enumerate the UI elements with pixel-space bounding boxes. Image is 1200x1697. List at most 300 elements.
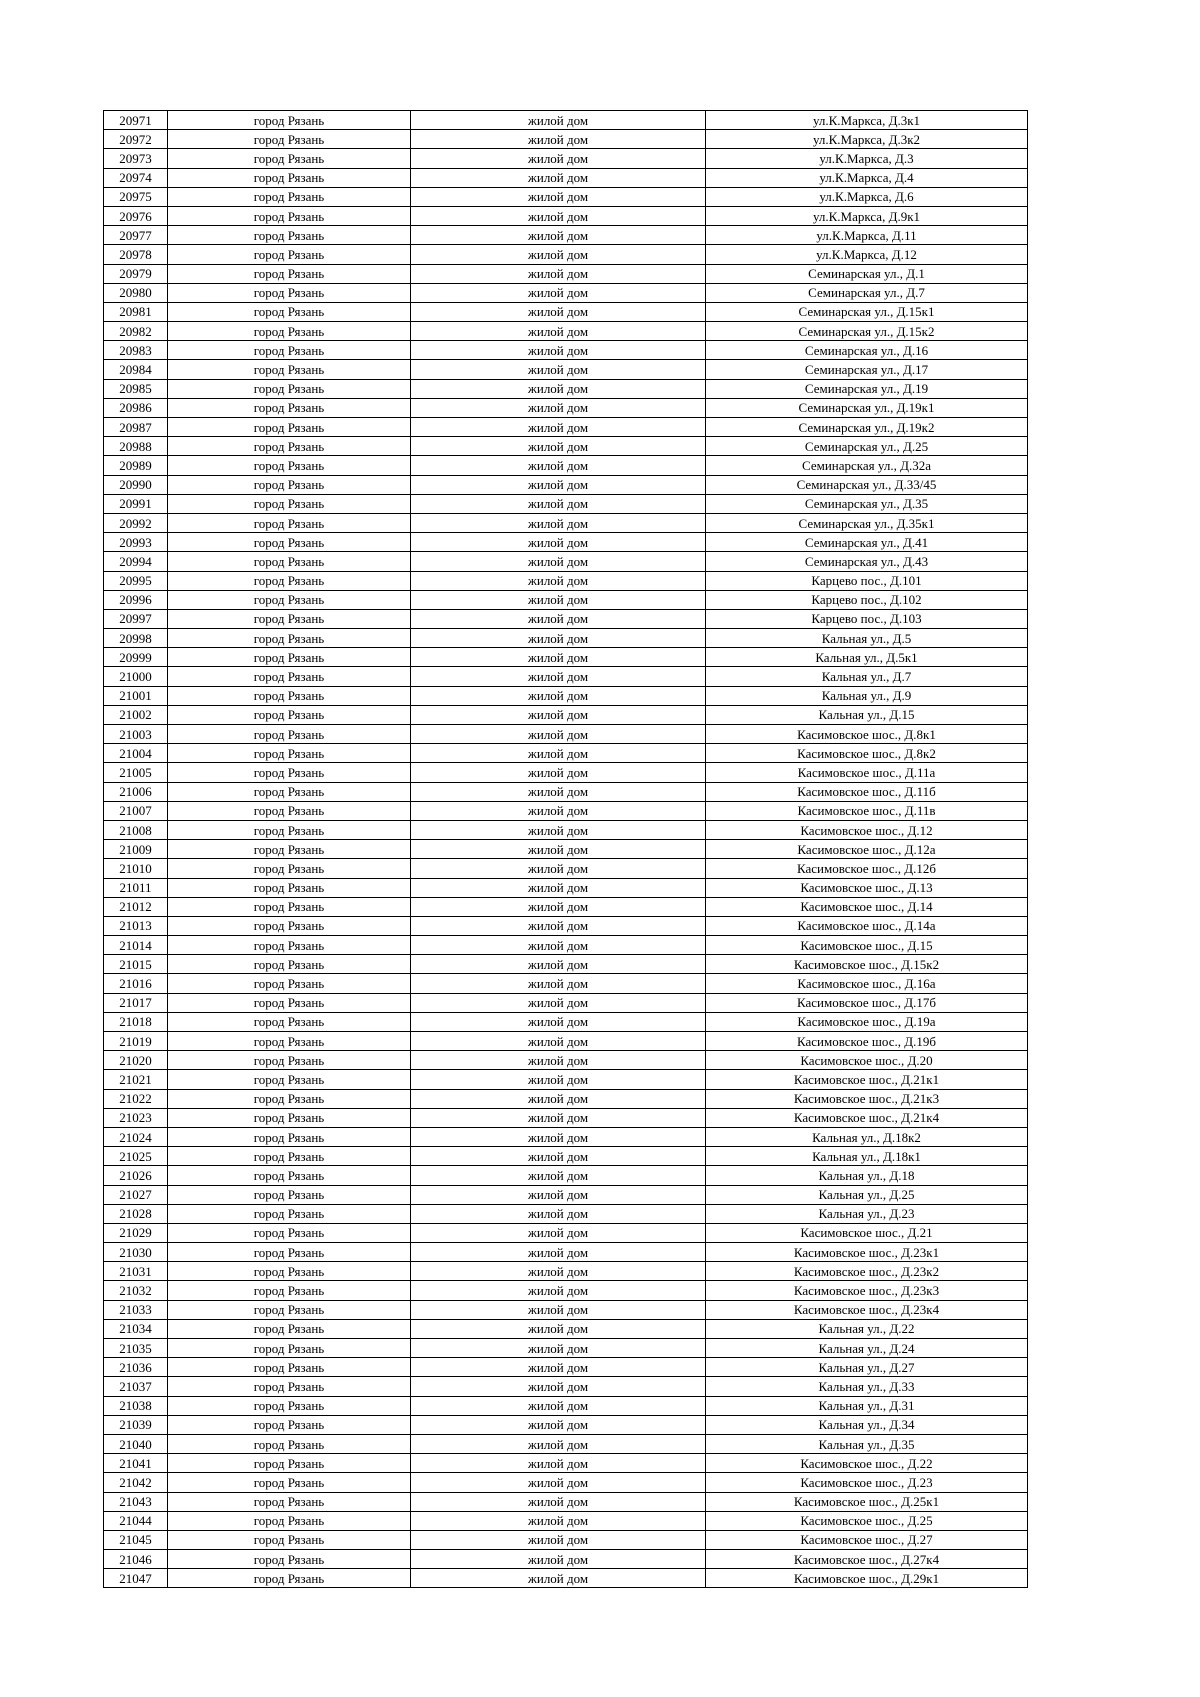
record-number-cell: 20990 — [104, 475, 168, 494]
object-type-cell: жилой дом — [411, 1339, 706, 1358]
record-number-cell: 21011 — [104, 878, 168, 897]
city-cell: город Рязань — [168, 1569, 411, 1588]
address-cell: Касимовское шос., Д.21к4 — [706, 1108, 1028, 1127]
address-cell: Карцево пос., Д.101 — [706, 571, 1028, 590]
record-number-cell: 20989 — [104, 456, 168, 475]
record-number-cell: 21044 — [104, 1511, 168, 1530]
object-type-cell: жилой дом — [411, 955, 706, 974]
city-cell: город Рязань — [168, 744, 411, 763]
table-row — [104, 763, 1028, 782]
city-cell: город Рязань — [168, 878, 411, 897]
address-cell: Карцево пос., Д.103 — [706, 609, 1028, 628]
object-type-cell: жилой дом — [411, 916, 706, 935]
city-cell: город Рязань — [168, 1262, 411, 1281]
object-type-cell: жилой дом — [411, 1127, 706, 1146]
record-number-cell: 21010 — [104, 859, 168, 878]
table-row — [104, 513, 1028, 532]
table-row — [104, 1434, 1028, 1453]
address-cell: ул.К.Маркса, Д.12 — [706, 245, 1028, 264]
address-cell: Кальная ул., Д.5 — [706, 629, 1028, 648]
record-number-cell: 21027 — [104, 1185, 168, 1204]
city-cell: город Рязань — [168, 1127, 411, 1146]
record-number-cell: 21037 — [104, 1377, 168, 1396]
table-row — [104, 1473, 1028, 1492]
record-number-cell: 20982 — [104, 322, 168, 341]
record-number-cell: 21042 — [104, 1473, 168, 1492]
city-cell: город Рязань — [168, 1492, 411, 1511]
address-cell: Касимовское шос., Д.21 — [706, 1223, 1028, 1242]
record-number-cell: 20976 — [104, 206, 168, 225]
city-cell: город Рязань — [168, 1223, 411, 1242]
city-cell: город Рязань — [168, 1012, 411, 1031]
record-number-cell: 21043 — [104, 1492, 168, 1511]
table-row — [104, 245, 1028, 264]
record-number-cell: 20985 — [104, 379, 168, 398]
object-type-cell: жилой дом — [411, 1434, 706, 1453]
object-type-cell: жилой дом — [411, 705, 706, 724]
object-type-cell: жилой дом — [411, 360, 706, 379]
object-type-cell: жилой дом — [411, 648, 706, 667]
city-cell: город Рязань — [168, 533, 411, 552]
record-number-cell: 21041 — [104, 1454, 168, 1473]
object-type-cell: жилой дом — [411, 801, 706, 820]
address-cell: Кальная ул., Д.18к1 — [706, 1147, 1028, 1166]
record-number-cell: 21005 — [104, 763, 168, 782]
object-type-cell: жилой дом — [411, 1012, 706, 1031]
address-cell: Касимовское шос., Д.22 — [706, 1454, 1028, 1473]
city-cell: город Рязань — [168, 1511, 411, 1530]
object-type-cell: жилой дом — [411, 1530, 706, 1549]
object-type-cell: жилой дом — [411, 437, 706, 456]
table-row — [104, 1051, 1028, 1070]
record-number-cell: 21018 — [104, 1012, 168, 1031]
record-number-cell: 20988 — [104, 437, 168, 456]
object-type-cell: жилой дом — [411, 283, 706, 302]
city-cell: город Рязань — [168, 1377, 411, 1396]
object-type-cell: жилой дом — [411, 1569, 706, 1588]
city-cell: город Рязань — [168, 245, 411, 264]
address-cell: ул.К.Маркса, Д.4 — [706, 168, 1028, 187]
address-cell: Семинарская ул., Д.16 — [706, 341, 1028, 360]
object-type-cell: жилой дом — [411, 1300, 706, 1319]
address-cell: ул.К.Маркса, Д.3 — [706, 149, 1028, 168]
object-type-cell: жилой дом — [411, 1070, 706, 1089]
address-cell: ул.К.Маркса, Д.3к2 — [706, 130, 1028, 149]
table-row — [104, 1012, 1028, 1031]
address-cell: Семинарская ул., Д.15к1 — [706, 302, 1028, 321]
table-row — [104, 974, 1028, 993]
city-cell: город Рязань — [168, 782, 411, 801]
object-type-cell: жилой дом — [411, 1550, 706, 1569]
table-row — [104, 1185, 1028, 1204]
object-type-cell: жилой дом — [411, 418, 706, 437]
object-type-cell: жилой дом — [411, 111, 706, 130]
object-type-cell: жилой дом — [411, 936, 706, 955]
record-number-cell: 21013 — [104, 916, 168, 935]
address-cell: Касимовское шос., Д.8к2 — [706, 744, 1028, 763]
record-number-cell: 20987 — [104, 418, 168, 437]
table-row — [104, 1032, 1028, 1051]
address-cell: Касимовское шос., Д.23к2 — [706, 1262, 1028, 1281]
record-number-cell: 21028 — [104, 1204, 168, 1223]
object-type-cell: жилой дом — [411, 226, 706, 245]
table-row — [104, 1339, 1028, 1358]
object-type-cell: жилой дом — [411, 533, 706, 552]
object-type-cell: жилой дом — [411, 1243, 706, 1262]
address-cell: Касимовское шос., Д.11в — [706, 801, 1028, 820]
address-cell: Кальная ул., Д.35 — [706, 1434, 1028, 1453]
record-number-cell: 20995 — [104, 571, 168, 590]
object-type-cell: жилой дом — [411, 571, 706, 590]
record-number-cell: 21035 — [104, 1339, 168, 1358]
table-row — [104, 1319, 1028, 1338]
city-cell: город Рязань — [168, 725, 411, 744]
record-number-cell: 21032 — [104, 1281, 168, 1300]
object-type-cell: жилой дом — [411, 475, 706, 494]
table-row — [104, 1147, 1028, 1166]
object-type-cell: жилой дом — [411, 1262, 706, 1281]
table-row — [104, 1511, 1028, 1530]
table-row — [104, 993, 1028, 1012]
table-row — [104, 398, 1028, 417]
city-cell: город Рязань — [168, 360, 411, 379]
address-cell: Касимовское шос., Д.11а — [706, 763, 1028, 782]
table-row — [104, 494, 1028, 513]
address-cell: Кальная ул., Д.18к2 — [706, 1127, 1028, 1146]
table-row — [104, 1569, 1028, 1588]
record-number-cell: 21036 — [104, 1358, 168, 1377]
city-cell: город Рязань — [168, 1319, 411, 1338]
city-cell: город Рязань — [168, 667, 411, 686]
city-cell: город Рязань — [168, 379, 411, 398]
table-row — [104, 302, 1028, 321]
city-cell: город Рязань — [168, 1396, 411, 1415]
city-cell: город Рязань — [168, 1108, 411, 1127]
city-cell: город Рязань — [168, 302, 411, 321]
address-cell: Касимовское шос., Д.12 — [706, 820, 1028, 839]
city-cell: город Рязань — [168, 1358, 411, 1377]
record-number-cell: 20974 — [104, 168, 168, 187]
address-cell: Касимовское шос., Д.29к1 — [706, 1569, 1028, 1588]
table-row — [104, 1550, 1028, 1569]
address-cell: Касимовское шос., Д.23к1 — [706, 1243, 1028, 1262]
city-cell: город Рязань — [168, 418, 411, 437]
record-number-cell: 21025 — [104, 1147, 168, 1166]
table-row — [104, 1396, 1028, 1415]
table-row — [104, 1454, 1028, 1473]
city-cell: город Рязань — [168, 552, 411, 571]
table-row — [104, 1070, 1028, 1089]
city-cell: город Рязань — [168, 341, 411, 360]
record-number-cell: 21045 — [104, 1530, 168, 1549]
record-number-cell: 21021 — [104, 1070, 168, 1089]
address-cell: Касимовское шос., Д.8к1 — [706, 725, 1028, 744]
object-type-cell: жилой дом — [411, 206, 706, 225]
address-cell: Касимовское шос., Д.15к2 — [706, 955, 1028, 974]
city-cell: город Рязань — [168, 437, 411, 456]
address-cell: Семинарская ул., Д.15к2 — [706, 322, 1028, 341]
record-number-cell: 21007 — [104, 801, 168, 820]
address-cell: Касимовское шос., Д.17б — [706, 993, 1028, 1012]
record-number-cell: 21039 — [104, 1415, 168, 1434]
city-cell: город Рязань — [168, 974, 411, 993]
object-type-cell: жилой дом — [411, 1051, 706, 1070]
object-type-cell: жилой дом — [411, 782, 706, 801]
address-cell: Кальная ул., Д.5к1 — [706, 648, 1028, 667]
city-cell: город Рязань — [168, 1185, 411, 1204]
table-row — [104, 1358, 1028, 1377]
city-cell: город Рязань — [168, 1032, 411, 1051]
address-cell: Касимовское шос., Д.14а — [706, 916, 1028, 935]
record-number-cell: 20979 — [104, 264, 168, 283]
address-cell: Семинарская ул., Д.33/45 — [706, 475, 1028, 494]
table-row — [104, 648, 1028, 667]
address-cell: Кальная ул., Д.18 — [706, 1166, 1028, 1185]
object-type-cell: жилой дом — [411, 322, 706, 341]
address-cell: Касимовское шос., Д.23 — [706, 1473, 1028, 1492]
table-row — [104, 897, 1028, 916]
address-cell: Семинарская ул., Д.32а — [706, 456, 1028, 475]
record-number-cell: 21012 — [104, 897, 168, 916]
record-number-cell: 21047 — [104, 1569, 168, 1588]
record-number-cell: 20991 — [104, 494, 168, 513]
record-number-cell: 21026 — [104, 1166, 168, 1185]
object-type-cell: жилой дом — [411, 398, 706, 417]
city-cell: город Рязань — [168, 916, 411, 935]
object-type-cell: жилой дом — [411, 1032, 706, 1051]
record-number-cell: 20996 — [104, 590, 168, 609]
table-row — [104, 667, 1028, 686]
record-number-cell: 21029 — [104, 1223, 168, 1242]
object-type-cell: жилой дом — [411, 763, 706, 782]
record-number-cell: 21038 — [104, 1396, 168, 1415]
record-number-cell: 21046 — [104, 1550, 168, 1569]
object-type-cell: жилой дом — [411, 130, 706, 149]
address-cell: Касимовское шос., Д.15 — [706, 936, 1028, 955]
object-type-cell: жилой дом — [411, 1396, 706, 1415]
table-row — [104, 1223, 1028, 1242]
city-cell: город Рязань — [168, 859, 411, 878]
record-number-cell: 20977 — [104, 226, 168, 245]
city-cell: город Рязань — [168, 513, 411, 532]
table-row — [104, 187, 1028, 206]
record-number-cell: 20992 — [104, 513, 168, 532]
record-number-cell: 20994 — [104, 552, 168, 571]
city-cell: город Рязань — [168, 322, 411, 341]
address-cell: Касимовское шос., Д.21к3 — [706, 1089, 1028, 1108]
city-cell: город Рязань — [168, 763, 411, 782]
table-row — [104, 782, 1028, 801]
address-cell: ул.К.Маркса, Д.11 — [706, 226, 1028, 245]
address-cell: Кальная ул., Д.23 — [706, 1204, 1028, 1223]
object-type-cell: жилой дом — [411, 1358, 706, 1377]
address-cell: Кальная ул., Д.24 — [706, 1339, 1028, 1358]
address-table — [103, 110, 1028, 1588]
table-row — [104, 322, 1028, 341]
record-number-cell: 20975 — [104, 187, 168, 206]
city-cell: город Рязань — [168, 1147, 411, 1166]
table-row — [104, 840, 1028, 859]
object-type-cell: жилой дом — [411, 744, 706, 763]
table-row — [104, 629, 1028, 648]
table-row — [104, 533, 1028, 552]
address-cell: Касимовское шос., Д.12б — [706, 859, 1028, 878]
address-cell: Кальная ул., Д.34 — [706, 1415, 1028, 1434]
table-row — [104, 1530, 1028, 1549]
city-cell: город Рязань — [168, 629, 411, 648]
table-row — [104, 1243, 1028, 1262]
city-cell: город Рязань — [168, 187, 411, 206]
record-number-cell: 21014 — [104, 936, 168, 955]
table-row — [104, 475, 1028, 494]
address-cell: Кальная ул., Д.33 — [706, 1377, 1028, 1396]
city-cell: город Рязань — [168, 456, 411, 475]
table-row — [104, 1127, 1028, 1146]
object-type-cell: жилой дом — [411, 897, 706, 916]
record-number-cell: 20981 — [104, 302, 168, 321]
object-type-cell: жилой дом — [411, 302, 706, 321]
object-type-cell: жилой дом — [411, 725, 706, 744]
address-cell: Семинарская ул., Д.19к2 — [706, 418, 1028, 437]
city-cell: город Рязань — [168, 130, 411, 149]
city-cell: город Рязань — [168, 801, 411, 820]
record-number-cell: 21004 — [104, 744, 168, 763]
record-number-cell: 21040 — [104, 1434, 168, 1453]
table-row — [104, 571, 1028, 590]
table-row — [104, 1377, 1028, 1396]
object-type-cell: жилой дом — [411, 1281, 706, 1300]
address-cell: Кальная ул., Д.9 — [706, 686, 1028, 705]
table-row — [104, 936, 1028, 955]
table-row — [104, 744, 1028, 763]
record-number-cell: 21034 — [104, 1319, 168, 1338]
table-row — [104, 1089, 1028, 1108]
city-cell: город Рязань — [168, 494, 411, 513]
address-cell: ул.К.Маркса, Д.3к1 — [706, 111, 1028, 130]
address-cell: Карцево пос., Д.102 — [706, 590, 1028, 609]
table-row — [104, 552, 1028, 571]
record-number-cell: 21002 — [104, 705, 168, 724]
object-type-cell: жилой дом — [411, 1415, 706, 1434]
record-number-cell: 20980 — [104, 283, 168, 302]
table-row — [104, 725, 1028, 744]
object-type-cell: жилой дом — [411, 1147, 706, 1166]
table-row — [104, 437, 1028, 456]
table-row — [104, 859, 1028, 878]
address-cell: Семинарская ул., Д.35к1 — [706, 513, 1028, 532]
record-number-cell: 20986 — [104, 398, 168, 417]
object-type-cell: жилой дом — [411, 686, 706, 705]
address-cell: Касимовское шос., Д.16а — [706, 974, 1028, 993]
object-type-cell: жилой дом — [411, 1108, 706, 1127]
object-type-cell: жилой дом — [411, 1185, 706, 1204]
address-cell: Кальная ул., Д.15 — [706, 705, 1028, 724]
city-cell: город Рязань — [168, 206, 411, 225]
table-row — [104, 111, 1028, 130]
city-cell: город Рязань — [168, 936, 411, 955]
record-number-cell: 21006 — [104, 782, 168, 801]
record-number-cell: 20972 — [104, 130, 168, 149]
city-cell: город Рязань — [168, 686, 411, 705]
address-cell: Кальная ул., Д.7 — [706, 667, 1028, 686]
city-cell: город Рязань — [168, 398, 411, 417]
object-type-cell: жилой дом — [411, 667, 706, 686]
address-cell: ул.К.Маркса, Д.9к1 — [706, 206, 1028, 225]
record-number-cell: 21030 — [104, 1243, 168, 1262]
object-type-cell: жилой дом — [411, 1511, 706, 1530]
record-number-cell: 20997 — [104, 609, 168, 628]
address-cell: Касимовское шос., Д.23к4 — [706, 1300, 1028, 1319]
object-type-cell: жилой дом — [411, 993, 706, 1012]
object-type-cell: жилой дом — [411, 820, 706, 839]
record-number-cell: 21016 — [104, 974, 168, 993]
table-row — [104, 149, 1028, 168]
record-number-cell: 20984 — [104, 360, 168, 379]
table-row — [104, 820, 1028, 839]
table-row — [104, 1262, 1028, 1281]
city-cell: город Рязань — [168, 264, 411, 283]
record-number-cell: 21031 — [104, 1262, 168, 1281]
record-number-cell: 21015 — [104, 955, 168, 974]
table-row — [104, 1492, 1028, 1511]
record-number-cell: 21019 — [104, 1032, 168, 1051]
address-cell: Касимовское шос., Д.25к1 — [706, 1492, 1028, 1511]
city-cell: город Рязань — [168, 1415, 411, 1434]
object-type-cell: жилой дом — [411, 168, 706, 187]
table-row — [104, 801, 1028, 820]
table-row — [104, 1300, 1028, 1319]
object-type-cell: жилой дом — [411, 859, 706, 878]
city-cell: город Рязань — [168, 840, 411, 859]
city-cell: город Рязань — [168, 590, 411, 609]
table-row — [104, 1166, 1028, 1185]
address-cell: Кальная ул., Д.25 — [706, 1185, 1028, 1204]
city-cell: город Рязань — [168, 1204, 411, 1223]
address-cell: Семинарская ул., Д.35 — [706, 494, 1028, 513]
address-cell: Кальная ул., Д.27 — [706, 1358, 1028, 1377]
address-cell: Касимовское шос., Д.19а — [706, 1012, 1028, 1031]
object-type-cell: жилой дом — [411, 1454, 706, 1473]
object-type-cell: жилой дом — [411, 379, 706, 398]
address-table-body — [104, 111, 1028, 1588]
city-cell: город Рязань — [168, 897, 411, 916]
table-row — [104, 955, 1028, 974]
object-type-cell: жилой дом — [411, 1089, 706, 1108]
city-cell: город Рязань — [168, 955, 411, 974]
city-cell: город Рязань — [168, 1550, 411, 1569]
object-type-cell: жилой дом — [411, 629, 706, 648]
address-cell: Семинарская ул., Д.41 — [706, 533, 1028, 552]
object-type-cell: жилой дом — [411, 456, 706, 475]
city-cell: город Рязань — [168, 1454, 411, 1473]
object-type-cell: жилой дом — [411, 1319, 706, 1338]
object-type-cell: жилой дом — [411, 149, 706, 168]
object-type-cell: жилой дом — [411, 590, 706, 609]
object-type-cell: жилой дом — [411, 245, 706, 264]
table-row — [104, 168, 1028, 187]
city-cell: город Рязань — [168, 993, 411, 1012]
table-row — [104, 418, 1028, 437]
record-number-cell: 21000 — [104, 667, 168, 686]
record-number-cell: 20998 — [104, 629, 168, 648]
record-number-cell: 21020 — [104, 1051, 168, 1070]
address-cell: Касимовское шос., Д.27 — [706, 1530, 1028, 1549]
record-number-cell: 20999 — [104, 648, 168, 667]
address-cell: Семинарская ул., Д.17 — [706, 360, 1028, 379]
address-cell: Касимовское шос., Д.19б — [706, 1032, 1028, 1051]
address-cell: Касимовское шос., Д.14 — [706, 897, 1028, 916]
address-cell: Касимовское шос., Д.23к3 — [706, 1281, 1028, 1300]
